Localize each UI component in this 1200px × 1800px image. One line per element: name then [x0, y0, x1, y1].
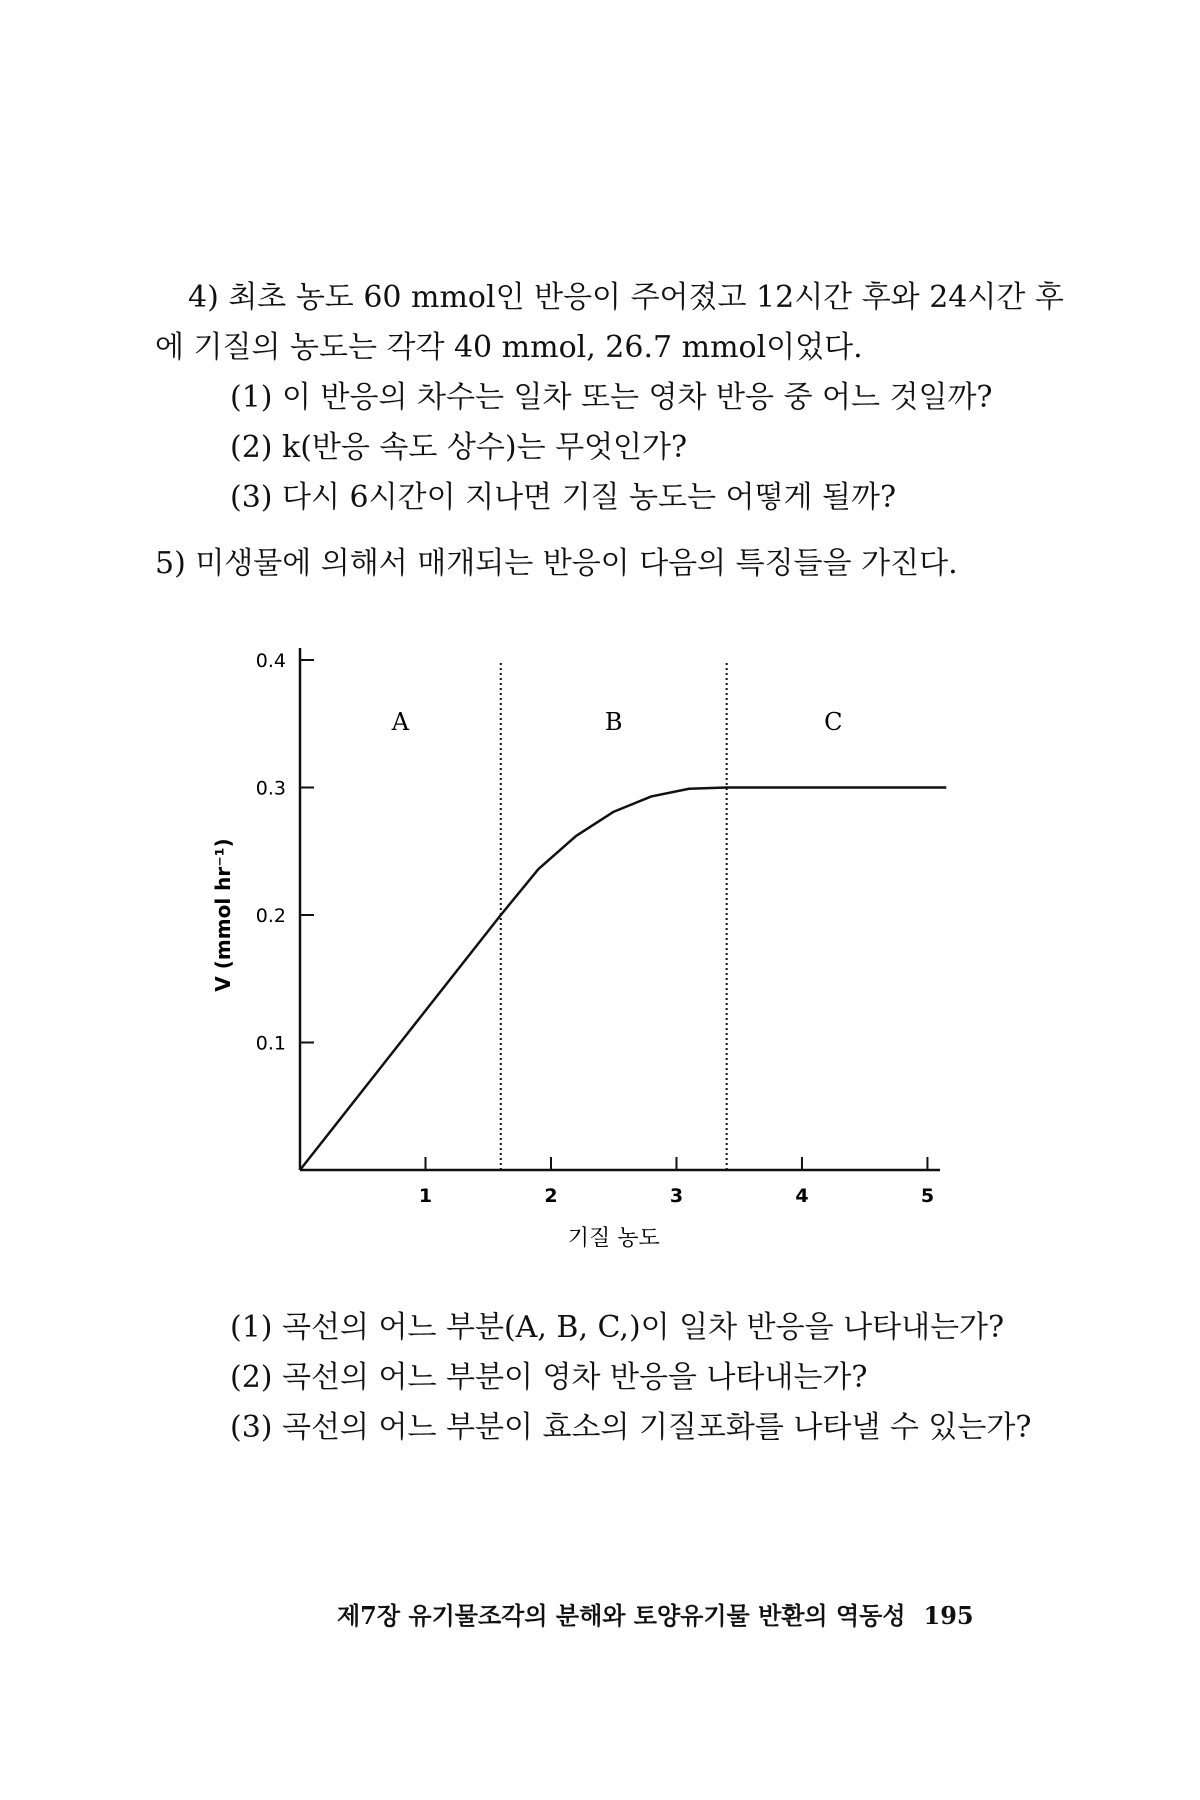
question-5-line-1: 5) 미생물에 의해서 매개되는 반응이 다음의 특징들을 가진다. [155, 546, 958, 581]
region-label: B [604, 708, 623, 737]
question-5-sub-3: (3) 곡선의 어느 부분이 효소의 기질포화를 나타낼 수 있는가? [230, 1410, 1032, 1445]
region-label: A [391, 708, 410, 737]
question-4-sub-2: (2) k(반응 속도 상수)는 무엇인가? [230, 430, 688, 465]
y-tick-label: 0.2 [255, 905, 286, 927]
rate-curve [300, 788, 946, 1171]
x-axis-label: 기질 농도 [567, 1226, 660, 1251]
region-label: C [824, 708, 843, 737]
footer-chapter: 제7장 유기물조각의 분해와 토양유기물 반환의 역동성 [337, 1601, 906, 1630]
x-tick-label: 3 [669, 1185, 684, 1207]
x-tick-label: 2 [544, 1185, 558, 1207]
x-tick-label: 5 [920, 1185, 935, 1207]
x-tick-label: 1 [418, 1185, 433, 1207]
page-footer [337, 1596, 974, 1631]
y-tick-label: 0.1 [255, 1032, 286, 1055]
question-4-sub-3: (3) 다시 6시간이 지나면 기질 농도는 어떻게 될까? [230, 480, 897, 515]
x-tick-label: 4 [795, 1185, 809, 1207]
chart-svg [200, 615, 1000, 1255]
question-5-sub-2: (2) 곡선의 어느 부분이 영차 반응을 나타내는가? [230, 1360, 868, 1395]
page-number: 195 [923, 1601, 974, 1630]
question-4-line-1: 4) 최초 농도 60 mmol인 반응이 주어졌고 12시간 후와 24시간 후 [188, 280, 1064, 315]
y-tick-label: 0.4 [255, 650, 286, 672]
question-5-sub-1: (1) 곡선의 어느 부분(A, B, C,)이 일차 반응을 나타내는가? [230, 1310, 1005, 1345]
y-tick-label: 0.3 [255, 777, 286, 800]
question-4-line-2: 에 기질의 농도는 각각 40 mmol, 26.7 mmol이었다. [155, 330, 863, 365]
reaction-rate-chart [200, 615, 1000, 1255]
y-axis-label: V (mmol hr⁻¹) [211, 838, 235, 992]
question-4-sub-1: (1) 이 반응의 차수는 일차 또는 영차 반응 중 어느 것일까? [230, 380, 993, 415]
